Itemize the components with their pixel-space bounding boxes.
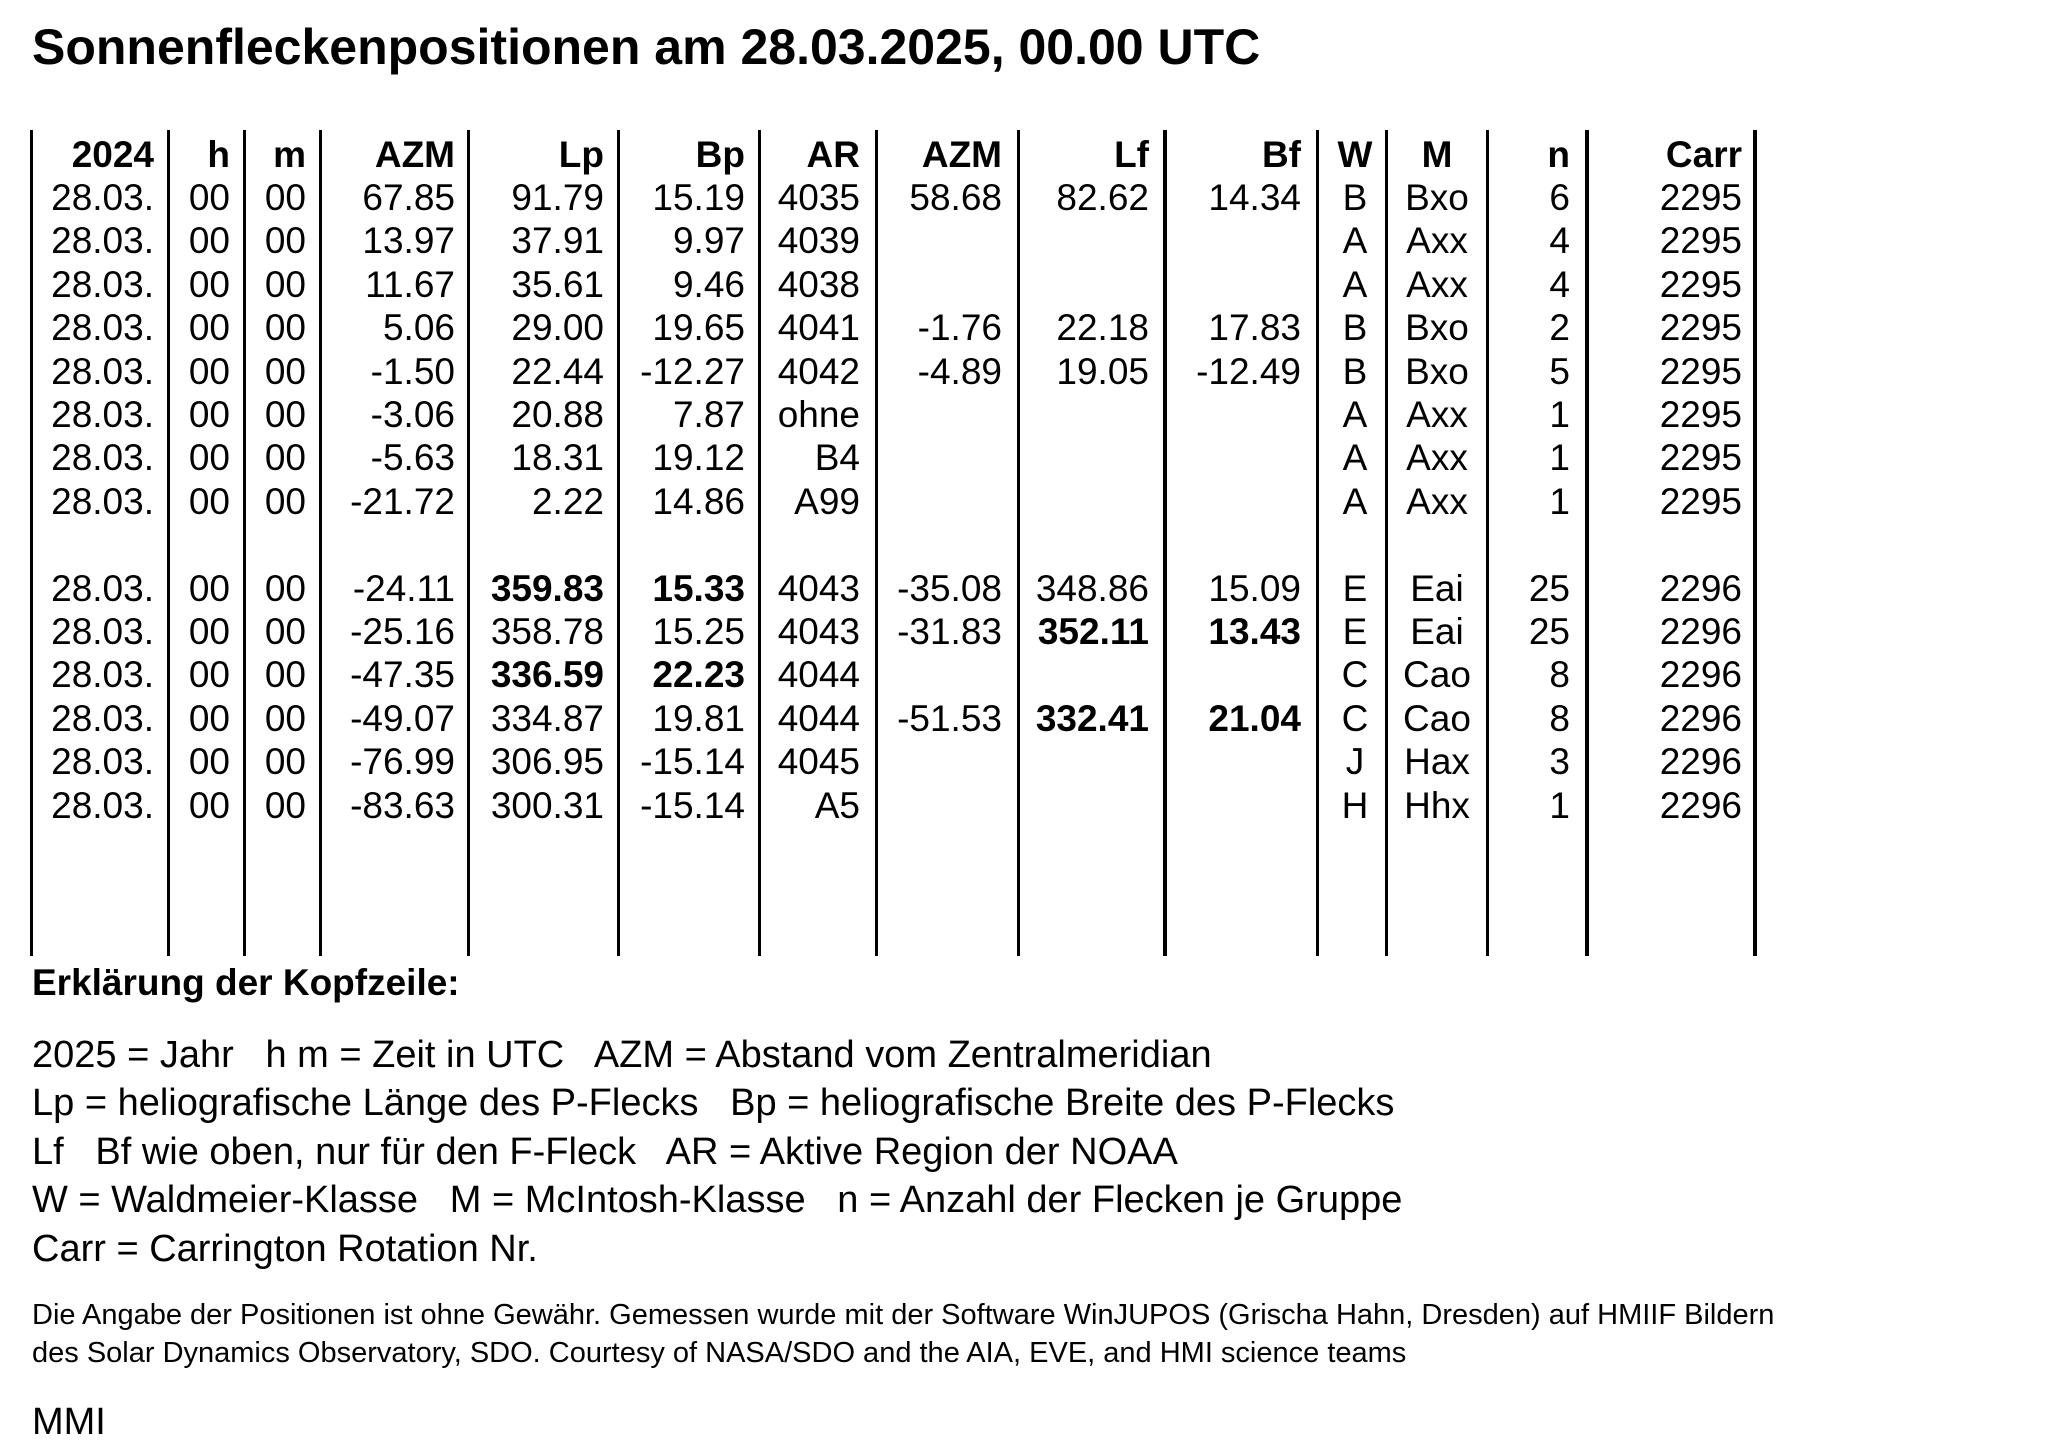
table-cell: 00 [188,784,230,826]
table-cell: H [1341,784,1369,826]
table-cell: 00 [264,350,306,392]
table-cell: ohne [777,394,860,435]
table-cell: 28.03. [51,784,154,826]
table-cell: -35.08 [897,567,1002,609]
legend-line [32,1176,1402,1224]
table-cell: -25.16 [350,611,455,652]
legend-term: Bp = heliografische Breite des P-Flecks [730,1082,1395,1125]
table-cell [1141,653,1301,696]
table-cell: B [1342,350,1368,392]
table-cell: 332.41 [1035,697,1149,739]
table-cell: 35.61 [511,263,604,305]
table-cell: 00 [264,697,306,739]
disclaimer-line: des Solar Dynamics Observatory, SDO. Courtesy of NASA/SDO and the AIA, EVE, and HMI science teams [32,1336,1407,1369]
table-cell: 00 [188,567,230,609]
table-cell: 8 [1549,654,1570,696]
table-cell [989,740,1149,783]
table-cell: 2296 [1659,741,1742,783]
table-cell: -1.50 [370,350,455,392]
table-cell: C [1341,654,1369,696]
table-cell: 300.31 [490,784,604,826]
table-cell: 25 [1528,567,1570,609]
legend-term: Lp = heliografische Länge des P-Flecks [32,1082,699,1125]
column-header: Lf [1114,134,1149,175]
table-cell: 19.05 [1056,350,1149,392]
table-cell: 00 [188,741,230,783]
table-cell: Bxo [1405,307,1469,349]
table-cell: 5 [1549,350,1570,392]
table-cell: 28.03. [51,437,154,479]
table-cell: A [1342,394,1368,435]
table-cell: -83.63 [350,784,455,826]
legend-term: AZM = Abstand vom Zentralmeridian [593,1034,1212,1076]
table-cell: B4 [814,437,860,479]
table-cell: 00 [264,307,306,349]
table-cell: 19.65 [652,307,745,349]
table-cell: A [1342,263,1368,305]
table-cell: 17.83 [1208,307,1301,349]
column-header: Lp [558,134,604,175]
table-cell [989,263,1149,306]
table-cell: 4044 [777,654,860,696]
table-cell: E [1342,611,1368,652]
table-cell: -31.83 [897,611,1002,652]
table-cell: 358.78 [490,611,604,652]
table-cell: 2295 [1659,220,1742,262]
disclaimer [32,1297,1774,1372]
table-cell: 18.31 [511,437,604,479]
table-cell: 348.86 [1035,567,1149,609]
table-cell: 4043 [777,567,860,609]
table-cell: 28.03. [51,394,154,435]
table-cell: 00 [264,784,306,826]
table-cell: 2296 [1659,697,1742,739]
table-cell: 8 [1549,697,1570,739]
table-cell: 00 [188,307,230,349]
table-cell: E [1342,567,1368,609]
legend-line [32,1128,1402,1176]
table-cell: 00 [188,697,230,739]
table-cell [989,219,1149,262]
table-cell: 21.04 [1208,697,1301,739]
table-cell: 1 [1549,480,1570,522]
table-cell: 28.03. [51,307,154,349]
table-cell: Eai [1410,611,1464,652]
table-cell: 22.18 [1056,307,1149,349]
table-cell: 58.68 [909,177,1002,218]
table-cell: 2295 [1659,480,1742,522]
table-cell: 11.67 [365,263,455,305]
table-cell: 13.43 [1208,611,1301,652]
table-cell [989,436,1149,479]
table-cell: 00 [188,220,230,262]
column-header: Bf [1261,134,1301,175]
table-cell: 4038 [777,263,860,305]
table-cell: 4045 [777,741,860,783]
table-cell: 00 [264,611,306,652]
table-cell: 28.03. [51,220,154,262]
legend-line [32,1225,1402,1273]
table-cell: 2296 [1659,567,1742,609]
table-cell: 15.19 [652,177,745,218]
table-cell: 00 [264,741,306,783]
table-cell: 28.03. [51,350,154,392]
table-cell: C [1341,697,1369,739]
table-cell: 91.79 [511,177,604,218]
table-cell [842,393,1002,436]
column-header: AZM [921,134,1002,175]
table-cell: -24.11 [352,567,455,609]
table-cell: 2295 [1659,394,1742,435]
legend-gap [564,1034,594,1076]
table-cell: -15.14 [640,741,745,783]
legend-line [32,1079,1402,1127]
table-cell: 00 [264,567,306,609]
table-cell [1141,393,1301,436]
column-header: m [273,134,306,175]
table-cell [1141,436,1301,479]
table-cell: -1.76 [917,307,1002,349]
table-cell: 359.83 [490,567,604,609]
table-cell: 00 [188,177,230,218]
legend-term: AR = Aktive Region der NOAA [665,1130,1178,1173]
table-cell: 00 [264,480,306,522]
table-cell: 2295 [1659,263,1742,305]
disclaimer-line: Die Angabe der Positionen ist ohne Gewähr. Gemessen wurde mit der Software WinJUPOS (Grischa Hahn, Dresden) auf HMIIF Bildern [32,1299,1775,1331]
table-cell: 2.22 [531,480,604,522]
table-cell: 2295 [1659,177,1742,218]
table-cell [1141,480,1301,523]
table-cell: 2295 [1659,350,1742,392]
table-cell: 2296 [1659,654,1742,696]
legend-gap [636,1131,666,1173]
table-cell: 352.11 [1037,611,1149,652]
legend-gap [234,1034,266,1076]
table-cell: 6 [1549,177,1570,218]
table-cell: J [1345,741,1365,783]
table-cell: 1 [1549,394,1570,435]
column-divider [1753,130,1757,956]
table-cell: Bxo [1405,177,1469,218]
table-cell: 20.88 [511,394,604,435]
column-header: 2024 [71,134,154,175]
legend-term: Carr = Carrington Rotation Nr. [32,1227,538,1270]
table-cell: 28.03. [51,567,154,609]
legend-term: M = McIntosh-Klasse [449,1179,806,1222]
table-cell: 19.12 [652,437,745,479]
table-cell: Axx [1406,437,1468,479]
table-cell: 28.03. [51,480,154,522]
table-cell: 4043 [777,611,860,652]
column-header: h [207,134,230,175]
signature: MMI [32,1401,106,1443]
table-cell: 336.59 [490,654,604,696]
table-cell: 00 [188,654,230,696]
table-cell [842,219,1002,262]
table-cell: 7.87 [672,394,745,435]
table-cell: 28.03. [51,611,154,652]
table-cell: 4042 [777,350,860,392]
table-cell: 9.46 [672,263,745,305]
table-cell [1141,740,1301,783]
table-cell: 00 [188,394,230,435]
table-cell: 14.34 [1208,177,1301,218]
table-cell [1141,784,1301,827]
table-cell: Bxo [1405,350,1469,392]
table-cell: 00 [264,654,306,696]
table-cell: 2296 [1659,784,1742,826]
legend [32,1031,1402,1273]
legend-term: h m = Zeit in UTC [265,1034,565,1076]
table-cell: 00 [264,220,306,262]
legend-term: 2025 = Jahr [32,1034,234,1076]
column-header: Bp [695,134,745,175]
table-cell: 1 [1549,784,1570,826]
table-cell: 4041 [777,307,860,349]
table-cell: 22.23 [652,654,745,696]
table-cell: 22.44 [511,350,604,392]
table-cell [989,653,1149,696]
table-cell: 3 [1549,741,1570,783]
table-cell: 28.03. [51,654,154,696]
legend-line [32,1031,1402,1079]
table-cell: 1 [1549,437,1570,479]
table-cell: 19.81 [652,697,745,739]
table-cell: Axx [1406,220,1468,262]
table-cell: 4035 [777,177,860,218]
table-cell: 9.97 [672,220,745,262]
column-header: AZM [374,134,455,175]
table-cell: 28.03. [51,741,154,783]
legend-gap [64,1131,96,1173]
table-cell: -51.53 [897,697,1002,739]
table-cell: 00 [264,437,306,479]
sunspot-table [0,130,1780,956]
legend-term: n = Anzahl der Flecken je Gruppe [837,1179,1403,1222]
table-cell: -15.14 [640,784,745,826]
table-cell: -12.49 [1196,350,1301,392]
table-cell [842,740,1002,783]
table-cell: Axx [1406,263,1468,305]
table-cell: -4.89 [917,350,1002,392]
legend-gap [418,1179,450,1221]
table-cell: -3.06 [370,394,455,435]
table-cell: 00 [188,480,230,522]
legend-heading: Erklärung der Kopfzeile: [32,962,460,1003]
table-cell: Eai [1410,567,1464,609]
table-cell: A5 [814,784,860,826]
table-cell: 4039 [777,220,860,262]
table-cell [842,784,1002,827]
table-cell: 28.03. [51,697,154,739]
legend-term: W = Waldmeier-Klasse [32,1179,419,1222]
table-cell: 28.03. [51,177,154,218]
table-cell: 14.86 [652,480,745,522]
table-cell: A [1342,220,1368,262]
table-cell: 37.91 [511,220,604,262]
table-cell: 5.06 [382,307,455,349]
table-cell: 00 [188,611,230,652]
column-header: AR [806,134,860,175]
table-cell: B [1342,177,1368,218]
table-cell [989,480,1149,523]
table-cell: -49.07 [350,697,455,739]
table-cell: 00 [264,263,306,305]
table-cell: 4044 [777,697,860,739]
table-cell [842,263,1002,306]
table-cell: 2295 [1659,437,1742,479]
table-cell: 00 [188,350,230,392]
column-header: Carr [1665,134,1742,175]
table-cell [842,480,1002,523]
table-cell: -76.99 [350,741,455,783]
table-cell: B [1342,307,1368,349]
table-cell: A [1342,480,1368,522]
legend-term: Lf [32,1130,64,1173]
table-cell [842,436,1002,479]
table-cell [989,784,1149,827]
table-cell [1141,219,1301,262]
table-cell: 29.00 [511,307,604,349]
table-cell: -47.35 [350,654,455,696]
table-cell: 334.87 [490,697,604,739]
table-cell: -5.63 [370,437,455,479]
table-cell: Hax [1404,741,1470,783]
table-cell: 82.62 [1056,177,1149,218]
table-cell: 13.97 [362,220,455,262]
table-cell: -12.27 [640,350,745,392]
column-header: W [1337,134,1373,175]
table-cell: 15.09 [1208,567,1301,609]
table-cell: A [1342,437,1368,479]
table-cell: A99 [794,480,860,522]
table-cell: -21.72 [350,480,455,522]
table-cell: Cao [1403,697,1471,739]
table-cell: 306.95 [490,741,604,783]
table-cell: 15.25 [652,611,745,652]
table-cell: 25 [1528,611,1570,652]
table-cell: 2296 [1659,611,1742,652]
table-cell: 00 [188,437,230,479]
table-cell: 2295 [1659,307,1742,349]
table-cell: 00 [188,263,230,305]
table-cell: 00 [264,177,306,218]
table-cell: Cao [1403,654,1471,696]
table-cell: 4 [1549,220,1570,262]
table-cell: 00 [264,394,306,435]
table-cell: 67.85 [362,177,455,218]
table-cell [989,393,1149,436]
table-cell: 15.33 [652,567,745,609]
table-cell: 4 [1549,263,1570,305]
table-cell [842,653,1002,696]
table-cell [1141,263,1301,306]
legend-gap [698,1082,730,1124]
column-header: M [1421,134,1453,175]
legend-term: Bf wie oben, nur für den F-Fleck [95,1130,637,1173]
table-cell: Axx [1406,480,1468,522]
legend-gap [806,1179,838,1221]
column-header: n [1547,134,1570,175]
table-cell: 2 [1549,307,1570,349]
table-cell: Axx [1406,394,1468,435]
table-cell: 28.03. [51,263,154,305]
table-cell: Hhx [1404,784,1470,826]
page-title: Sonnenfleckenpositionen am 28.03.2025, 00.00 UTC [32,19,1261,75]
